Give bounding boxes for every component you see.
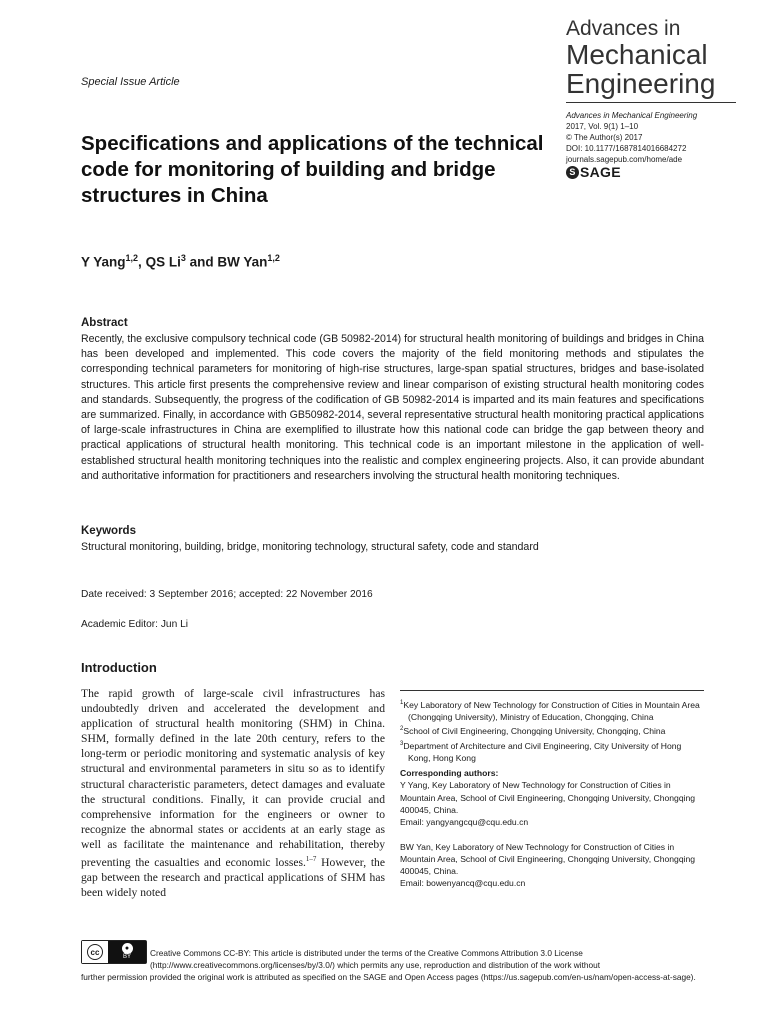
affiliation-item xyxy=(400,697,704,723)
journal-metadata xyxy=(566,110,697,165)
license-text: Creative Commons CC-BY: This article is distributed under the terms of the Creative Commons Attribution 3.0 License (http://www.creativecommons.org/licenses/by/3.0/) which permits any use, reproduction and distribution of the work without xyxy=(150,948,601,971)
cc-icon-panel xyxy=(82,941,108,963)
cc-by-license-badge[interactable] xyxy=(81,940,147,964)
citation-ref[interactable]: 1–7 xyxy=(305,855,317,864)
affiliation-item xyxy=(400,738,704,764)
affiliation-text: Department of Architecture and Civil Engineering, City University of Hong Kong, Hong Kong xyxy=(403,740,682,763)
corresponding-author-2: BW Yan, Key Laboratory of New Technology for Construction of Cities in Mountain Area, School of Civil Engineering, Chongqing University, Chongqing 400045, China. xyxy=(400,841,696,877)
author-name: BW Yan xyxy=(217,254,268,270)
journal-title xyxy=(566,18,756,98)
by-label: BY xyxy=(122,954,131,960)
sage-icon: S xyxy=(566,166,579,179)
license-text-cont: further permission provided the original work is attributed as specified on the SAGE and Open Access pages (https://us.sagepub.com/en-us/nam/open-access-at-sage). xyxy=(81,972,696,982)
date-received: Date received: 3 September 2016; accepted: 22 November 2016 xyxy=(81,589,373,600)
academic-editor: Academic Editor: Jun Li xyxy=(81,619,189,630)
corresponding-email-1[interactable]: Email: yangyangcqu@cqu.edu.cn xyxy=(400,817,529,828)
cc-icon: cc xyxy=(87,944,103,960)
author-name: Y Yang xyxy=(81,254,126,270)
doi[interactable]: DOI: 10.1177/1687814016684272 xyxy=(566,144,687,153)
abstract-heading: Abstract xyxy=(81,317,128,329)
introduction-heading: Introduction xyxy=(81,660,157,675)
introduction-body-cont: However, the gap between the research and practical applications of SHM has been widely noted xyxy=(81,855,385,900)
journal-title-line1: Advances in xyxy=(566,17,681,40)
abstract-text: Recently, the exclusive compulsory technical code (GB 50982-2014) for structural health monitoring of buildings and bridges in China has been developed and implemented. This code covers the majority of the field monitoring methods and stipulates the corresponding technical parameters for monitoring of high-rise structures, large-span spatial structures, bridges and base-isolated structures. This article first presents the comprehensive review and linear comparison of existing structural health monitoring codes and standards. Subsequently, the progress of the codification of GB 50982-2014 is imparted and its main features and specifications are summarized. Finally, in accordance with GB50982-2014, several representative structural health monitoring practical applications of large-scale infrastructures in China are exemplified to illustrate how this national code can bridge the gap between theory and practical applications of structural health monitoring. This technical code is an important milestone in the application of well-established structural health monitoring techniques into the realistic and complex engineering projects. Also, it can provide abundant and authoritative information for practitioners and researchers involving the structural health monitoring techniques. xyxy=(81,333,704,482)
introduction-text xyxy=(81,686,385,900)
publisher-logo xyxy=(566,164,621,180)
journal-title-line3: Engineering xyxy=(566,68,716,99)
affiliation-item xyxy=(400,723,704,737)
article-title: Specifications and applications of the technical code for monitoring of building and bridge structures in China xyxy=(81,132,544,207)
spacer xyxy=(400,829,704,841)
footnote-divider xyxy=(400,690,704,691)
corresponding-author-1: Y Yang, Key Laboratory of New Technology for Construction of Cities in Mountain Area, School of Civil Engineering, Chongqing University, Chongqing 400045, China. xyxy=(400,780,696,815)
author-affiliation-ref: 1,2 xyxy=(267,253,280,263)
journal-volume: 2017, Vol. 9(1) 1–10 xyxy=(566,122,639,131)
article-type-label: Special Issue Article xyxy=(81,76,180,88)
author-separator: and xyxy=(185,254,218,270)
person-icon: ● xyxy=(122,943,133,954)
publisher-name: SAGE xyxy=(580,164,621,180)
journal-title-line2: Mechanical xyxy=(566,39,708,70)
copyright: © The Author(s) 2017 xyxy=(566,133,643,142)
author-name: QS Li xyxy=(145,254,181,270)
author-affiliation-ref: 3 xyxy=(180,253,186,263)
introduction-body: The rapid growth of large-scale civil infrastructures has undoubtedly driven and accelerated the development and application of structural health monitoring (SHM) in China. SHM, formally defined in the late 20th century, refers to the long-term or periodic monitoring and systematic analysis of key structural and environmental parameters in situ so as to identify structural characteristic parameters, detect damages and evaluate the structural conditions. Finally, it can provide crucial and comprehensive information for the engineers or owner to recognize the abnormal states or accidents at an early stage as well as facilitate the maintenance and rehabilitation, thereby preventing the casualties and economic losses. xyxy=(81,687,385,869)
author-list xyxy=(81,253,280,270)
author-separator: , xyxy=(138,254,146,270)
journal-url[interactable]: journals.sagepub.com/home/ade xyxy=(566,155,683,164)
affiliation-number: 3 xyxy=(400,740,404,747)
keywords-text: Structural monitoring, building, bridge, monitoring technology, structural safety, code and standard xyxy=(81,541,539,553)
header-divider xyxy=(566,102,736,103)
journal-name: Advances in Mechanical Engineering xyxy=(566,111,698,120)
affiliation-text: Key Laboratory of New Technology for Construction of Cities in Mountain Area (Chongqing University), Ministry of Education, Chongqing, China xyxy=(403,699,700,723)
keywords-heading: Keywords xyxy=(81,525,136,537)
corresponding-email-2[interactable]: Email: bowenyancq@cqu.edu.cn xyxy=(400,878,526,889)
by-icon-panel xyxy=(108,941,146,963)
author-affiliation-ref: 1,2 xyxy=(125,253,139,263)
affiliation-number: 2 xyxy=(400,726,404,733)
affiliations-block xyxy=(400,697,704,890)
affiliation-text: School of Civil Engineering, Chongqing University, Chongqing, China xyxy=(403,726,666,737)
corresponding-heading: Corresponding authors: xyxy=(400,768,499,779)
affiliation-number: 1 xyxy=(400,700,404,706)
